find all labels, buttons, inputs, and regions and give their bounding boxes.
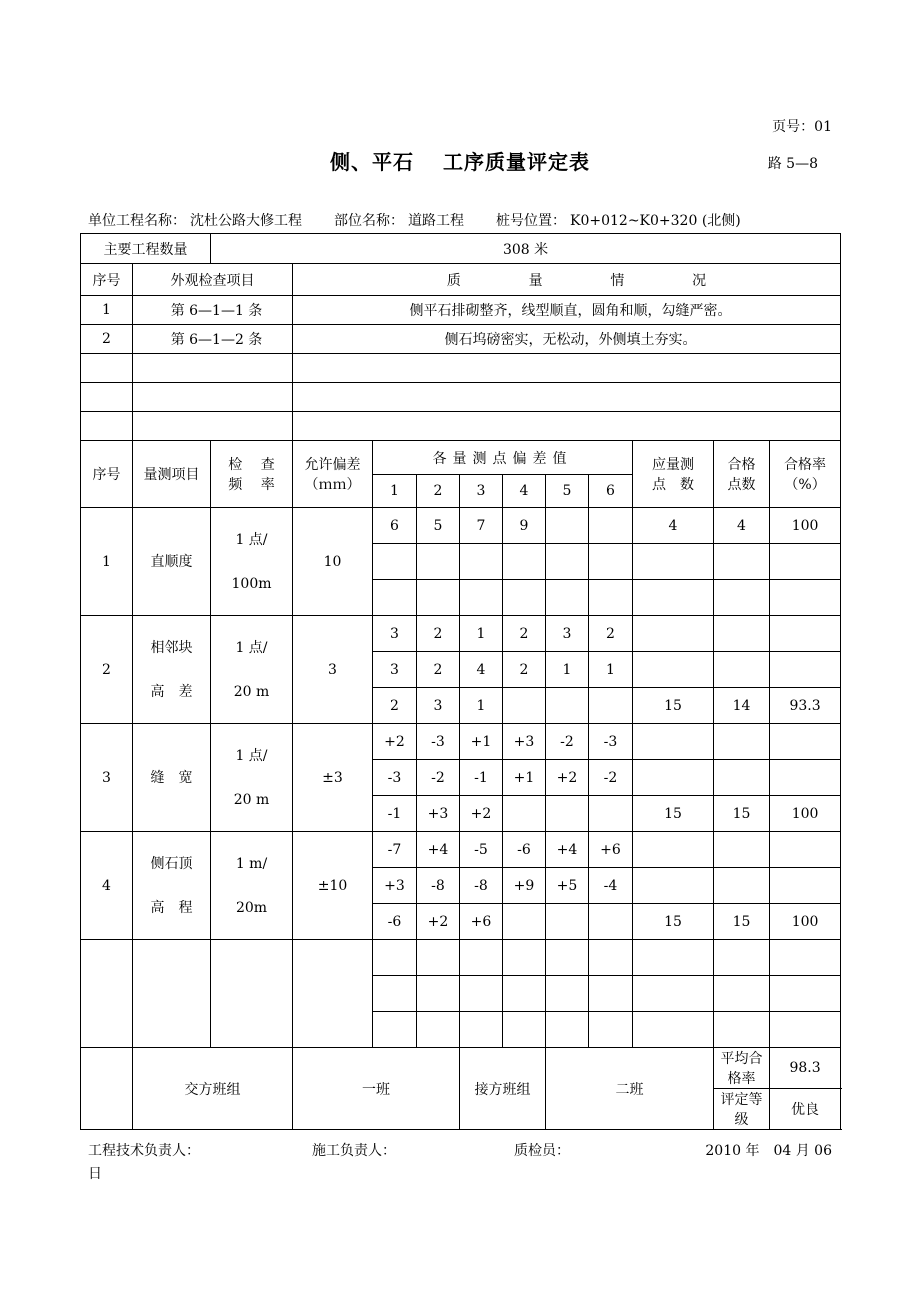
table-row [81,354,841,383]
station-label: 桩号位置： [496,213,566,229]
appearance-quality-header [293,264,841,296]
table-row [81,325,841,354]
empty-cell [770,940,841,976]
pass-count [714,616,770,652]
should-count [633,616,714,652]
appearance-no [81,412,133,441]
deviation-value: -1 [460,760,503,796]
empty-cell [460,1012,503,1048]
deviation-value [589,508,633,544]
measure-freq-header: 检 查 频 率 [211,441,293,508]
measure-no: 3 [81,724,133,832]
table-row [81,296,841,325]
deviation-value: 5 [417,508,460,544]
measure-frequency: 1 点/ 20 m [211,616,293,724]
deviation-value [589,796,633,832]
appearance-no [81,383,133,412]
deviation-value: 3 [373,616,417,652]
empty-cell [417,976,460,1012]
deviation-value: 9 [503,508,546,544]
pass-count [714,868,770,904]
table-row [81,616,841,652]
deviation-value [503,580,546,616]
pass-count-header: 合格 点数 [714,441,770,508]
pass-rate-header: 合格率 （%） [770,441,841,508]
deviation-value [503,904,546,940]
measure-points-header: 各量测点偏差值 [373,441,633,475]
grade-value: 优良 [770,1089,841,1130]
measure-item-header: 量测项目 [133,441,211,508]
tech-signature: 工程技术负责人： [88,1143,200,1159]
empty-cell [417,1012,460,1048]
deviation-value: -3 [373,760,417,796]
deviation-value: 6 [373,508,417,544]
deviation-value: +1 [503,760,546,796]
deviation-value: 2 [503,616,546,652]
pass-rate [770,616,841,652]
table-row [81,1048,841,1089]
appearance-no: 1 [81,296,133,325]
appearance-item [133,383,293,412]
deviation-value: +2 [546,760,589,796]
deviation-value: +9 [503,868,546,904]
pass-count: 14 [714,688,770,724]
deviation-value: -1 [373,796,417,832]
from-team-label: 交方班组 [133,1048,293,1130]
deviation-value: 1 [589,652,633,688]
measure-no: 1 [81,508,133,616]
table-row [81,441,841,475]
table-row [81,383,841,412]
deviation-value: -3 [589,724,633,760]
empty-cell [373,940,417,976]
deviation-value: -2 [546,724,589,760]
pass-count: 4 [714,508,770,544]
deviation-value [417,544,460,580]
pass-rate [770,868,841,904]
empty-cell [589,976,633,1012]
deviation-value [373,580,417,616]
pass-rate [770,544,841,580]
inspector-signature: 质检员： [514,1143,570,1159]
date-tail: 日 [88,1166,102,1182]
deviation-value [546,688,589,724]
pass-count [714,652,770,688]
measure-item: 相邻块 高 差 [133,616,211,724]
evaluation-table [80,233,841,1130]
deviation-value: +5 [546,868,589,904]
deviation-value: +4 [546,832,589,868]
deviation-value [589,688,633,724]
pass-count [714,724,770,760]
avg-rate-value: 98.3 [770,1048,841,1089]
deviation-value: -2 [417,760,460,796]
deviation-value [460,544,503,580]
pass-rate [770,760,841,796]
deviation-value: +6 [589,832,633,868]
empty-cell [546,976,589,1012]
form-code: 路 5—8 [767,156,818,172]
deviation-value: -6 [373,904,417,940]
info-line [88,210,745,230]
deviation-value: 4 [460,652,503,688]
to-team-label: 接方班组 [460,1048,546,1130]
deviation-value [503,688,546,724]
deviation-value: +3 [503,724,546,760]
deviation-value: +3 [373,868,417,904]
empty-cell [714,940,770,976]
should-count-header: 应量测 点 数 [633,441,714,508]
deviation-value [546,544,589,580]
deviation-value [503,796,546,832]
deviation-value: +1 [460,724,503,760]
deviation-value: 1 [460,616,503,652]
unit-label: 单位工程名称： [88,213,186,229]
quantity-value: 308 米 [211,234,841,264]
deviation-value: -5 [460,832,503,868]
measure-frequency [211,940,293,1048]
deviation-value: 2 [373,688,417,724]
empty-cell [503,940,546,976]
measure-item [133,940,211,1048]
deviation-value: -7 [373,832,417,868]
page-number: 页号：01 [772,119,832,135]
pass-count: 15 [714,904,770,940]
grade-label: 评定等级 [714,1089,770,1130]
deviation-value: +2 [373,724,417,760]
empty-cell [714,1012,770,1048]
measure-frequency: 1 点/ 100m [211,508,293,616]
point-number-header: 2 [417,475,460,508]
appearance-item [133,412,293,441]
deviation-value [417,580,460,616]
measure-tolerance: ±3 [293,724,373,832]
table-row [81,264,841,296]
should-count: 15 [633,688,714,724]
empty-cell [770,1012,841,1048]
measure-tolerance: 10 [293,508,373,616]
deviation-value: +3 [417,796,460,832]
deviation-value: -2 [589,760,633,796]
pass-count [714,580,770,616]
deviation-value: 2 [417,616,460,652]
empty-cell [460,976,503,1012]
appearance-item: 第 6—1—2 条 [133,325,293,354]
appearance-no: 2 [81,325,133,354]
measure-tolerance: 3 [293,616,373,724]
empty-cell [633,976,714,1012]
measure-frequency: 1 m/ 20m [211,832,293,940]
deviation-value: -8 [460,868,503,904]
measure-no: 4 [81,832,133,940]
pass-rate: 93.3 [770,688,841,724]
deviation-value: +6 [460,904,503,940]
deviation-value: -6 [503,832,546,868]
table-row [81,724,841,760]
point-number-header: 5 [546,475,589,508]
deviation-value: +4 [417,832,460,868]
should-count [633,832,714,868]
pass-rate [770,832,841,868]
deviation-value [546,904,589,940]
page-title: 侧、平石 工序质量评定表 [330,150,590,174]
quality-header-char: 情 [610,272,625,289]
construction-signature: 施工负责人： [312,1143,396,1159]
appearance-no-header: 序号 [81,264,133,296]
deviation-value [460,580,503,616]
deviation-value: 2 [589,616,633,652]
should-count: 15 [633,796,714,832]
empty-cell [633,1012,714,1048]
point-number-header: 1 [373,475,417,508]
appearance-desc: 侧平石排砌整齐，线型顺直，圆角和顺，勾缝严密。 [293,296,841,325]
table-row [81,412,841,441]
should-count [633,652,714,688]
deviation-value [589,580,633,616]
table-row [81,832,841,868]
empty-cell [546,940,589,976]
empty-cell [460,940,503,976]
deviation-value [503,544,546,580]
pass-count [714,760,770,796]
unit-value: 沈杜公路大修工程 [190,213,302,229]
quality-header-char: 况 [692,272,707,289]
quantity-label: 主要工程数量 [81,234,211,264]
pass-count [714,832,770,868]
measure-tolerance-header: 允许偏差 （ｍｍ） [293,441,373,508]
should-count [633,724,714,760]
should-count [633,760,714,796]
part-value: 道路工程 [408,213,464,229]
avg-rate-label: 平均合格率 [714,1048,770,1089]
quality-header-char: 量 [528,272,543,289]
appearance-desc [293,354,841,383]
station-value: K0+012~K0+320 (北侧) [570,213,741,229]
should-count [633,868,714,904]
deviation-value: 7 [460,508,503,544]
deviation-value [546,580,589,616]
empty-cell [589,1012,633,1048]
deviation-value: 1 [546,652,589,688]
pass-rate: 100 [770,796,841,832]
deviation-value [373,544,417,580]
measure-item: 直顺度 [133,508,211,616]
pass-count [714,544,770,580]
empty-cell [714,976,770,1012]
pass-rate [770,652,841,688]
deviation-value [546,508,589,544]
measure-item: 缝 宽 [133,724,211,832]
table-row [81,940,841,976]
should-count: 4 [633,508,714,544]
handover-blank [81,1048,133,1130]
pass-rate [770,580,841,616]
deviation-value: +2 [460,796,503,832]
empty-cell [546,1012,589,1048]
table-row [81,234,841,264]
point-number-header: 4 [503,475,546,508]
pass-count: 15 [714,796,770,832]
point-number-header: 6 [589,475,633,508]
deviation-value: -3 [417,724,460,760]
appearance-item [133,354,293,383]
empty-cell [770,976,841,1012]
measure-no [81,940,133,1048]
date: 2010 年 04 月 06 [705,1143,832,1159]
deviation-value [546,796,589,832]
from-team-value: 一班 [293,1048,460,1130]
deviation-value: -8 [417,868,460,904]
deviation-value [589,544,633,580]
appearance-desc [293,412,841,441]
appearance-item: 第 6—1—1 条 [133,296,293,325]
deviation-value: +2 [417,904,460,940]
deviation-value: 2 [503,652,546,688]
quality-header-char: 质 [446,272,461,289]
measure-item: 侧石顶 高 程 [133,832,211,940]
appearance-item-header: 外观检查项目 [133,264,293,296]
deviation-value: 3 [417,688,460,724]
appearance-desc [293,383,841,412]
should-count [633,544,714,580]
measure-no-header: 序号 [81,441,133,508]
empty-cell [373,976,417,1012]
empty-cell [373,1012,417,1048]
pass-rate [770,724,841,760]
empty-cell [417,940,460,976]
table-row [81,508,841,544]
measure-tolerance: ±10 [293,832,373,940]
point-number-header: 3 [460,475,503,508]
empty-cell [589,940,633,976]
deviation-value [589,904,633,940]
deviation-value: 3 [546,616,589,652]
to-team-value: 二班 [546,1048,714,1130]
deviation-value: 3 [373,652,417,688]
measure-frequency: 1 点/ 20 m [211,724,293,832]
measure-tolerance [293,940,373,1048]
measure-no: 2 [81,616,133,724]
deviation-value: 1 [460,688,503,724]
empty-cell [503,1012,546,1048]
deviation-value: -4 [589,868,633,904]
pass-rate: 100 [770,508,841,544]
should-count: 15 [633,904,714,940]
pass-rate: 100 [770,904,841,940]
deviation-value: 2 [417,652,460,688]
should-count [633,580,714,616]
empty-cell [503,976,546,1012]
part-label: 部位名称： [334,213,404,229]
appearance-no [81,354,133,383]
appearance-desc: 侧石坞磅密实，无松动，外侧填土夯实。 [293,325,841,354]
empty-cell [633,940,714,976]
